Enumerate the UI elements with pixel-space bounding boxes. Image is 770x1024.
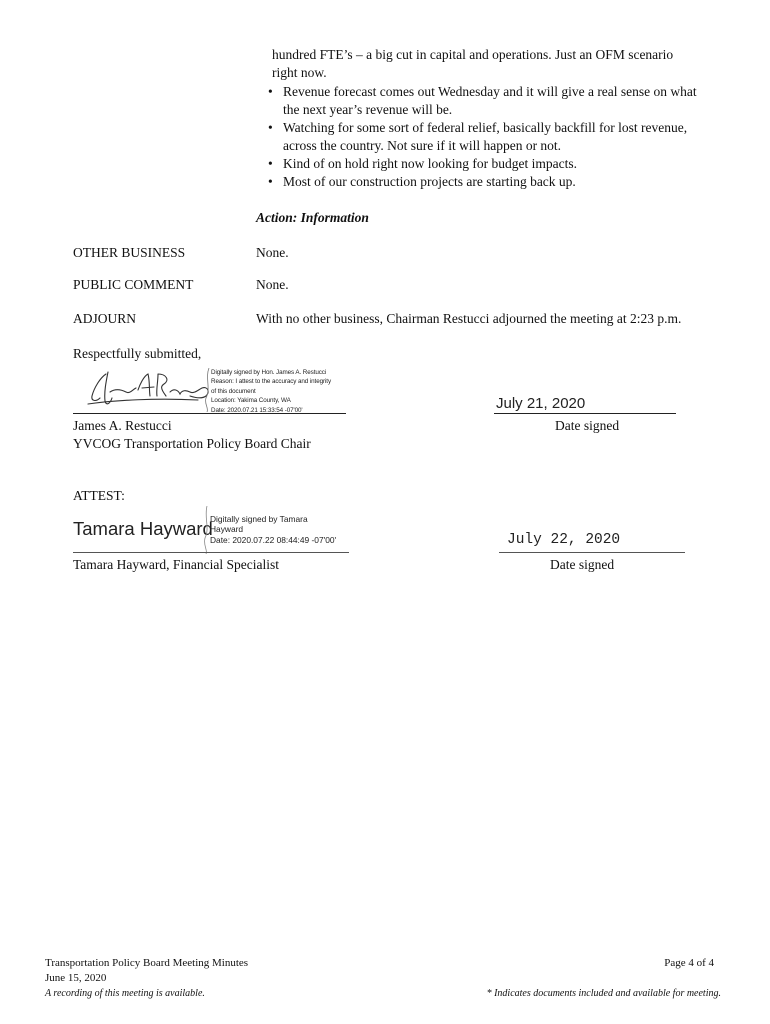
bullet-item: • Revenue forecast comes out Wednesday and it will give a real sense on what the next year’s revenue will be.: [266, 83, 716, 119]
sig1-line: Location: Yakima County, WA: [211, 397, 291, 405]
sig2-line: Hayward: [210, 524, 244, 535]
adjourn-value: With no other business, Chairman Restucci adjourned the meeting at 2:23 p.m.: [256, 311, 682, 326]
handwritten-signature-restucci: [86, 368, 214, 410]
signer-name-title-2: Tamara Hayward, Financial Specialist: [73, 557, 279, 572]
other-business-value: None.: [256, 245, 289, 260]
bullet-item: • Kind of on hold right now looking for budget impacts.: [266, 155, 716, 173]
date-signed-value-2: July 22, 2020: [507, 532, 621, 548]
signer-title-1: YVCOG Transportation Policy Board Chair: [73, 436, 311, 451]
closing-text: Respectfully submitted,: [73, 346, 202, 361]
signer-name-1: James A. Restucci: [73, 418, 172, 433]
signature-line-1: [73, 413, 346, 414]
footer-page-number: Page 4 of 4: [664, 957, 714, 969]
digital-signature-block-1: [211, 368, 361, 415]
sig2-line: Digitally signed by Tamara: [210, 514, 308, 524]
bullet-item: • Most of our construction projects are starting back up.: [266, 173, 716, 191]
continuation-line-1: hundred FTE’s – a big cut in capital and operations. Just an OFM scenario: [272, 47, 674, 62]
action-label: Action: Information: [256, 210, 369, 225]
digital-signature-block-2: [210, 514, 360, 545]
continuation-line-2: right now.: [272, 65, 327, 80]
sig1-line: Reason: I attest to the accuracy and integrity: [211, 378, 332, 386]
bullet-item: • Watching for some sort of federal relief, basically backfill for lost revenue, across the country. Not sure if it will happen or not.: [266, 119, 716, 155]
public-comment-value: None.: [256, 277, 289, 292]
date-signed-label-1: Date signed: [555, 418, 620, 433]
discussion-bullet-list: [266, 83, 716, 191]
footer-title: Transportation Policy Board Meeting Minutes: [45, 957, 249, 969]
footer-date: June 15, 2020: [45, 972, 107, 984]
sig1-line: Date: 2020.07.21 15:33:54 -07'00': [211, 406, 303, 414]
footer-asterisk-note: * Indicates documents included and available for meeting.: [486, 988, 721, 999]
sig1-line: of this document: [211, 387, 256, 395]
footer-recording-note: A recording of this meeting is available.: [45, 988, 205, 999]
date-line-2: [499, 552, 685, 553]
public-comment-label: PUBLIC COMMENT: [73, 277, 194, 292]
continuation-text: [272, 46, 712, 82]
date-signed-value-1: July 21, 2020: [496, 395, 586, 412]
date-signed-label-2: Date signed: [550, 557, 615, 572]
sig1-line: Digitally signed by Hon. James A. Restucci: [211, 369, 327, 376]
signer-display-name-2: Tamara Hayward: [73, 518, 213, 539]
other-business-label: OTHER BUSINESS: [73, 245, 186, 260]
adjourn-label: ADJOURN: [73, 311, 137, 326]
attest-label: ATTEST:: [73, 488, 125, 503]
sig2-line: Date: 2020.07.22 08:44:49 -07'00': [210, 534, 337, 545]
date-line-1: [494, 413, 676, 414]
signature-line-2: [73, 552, 349, 553]
